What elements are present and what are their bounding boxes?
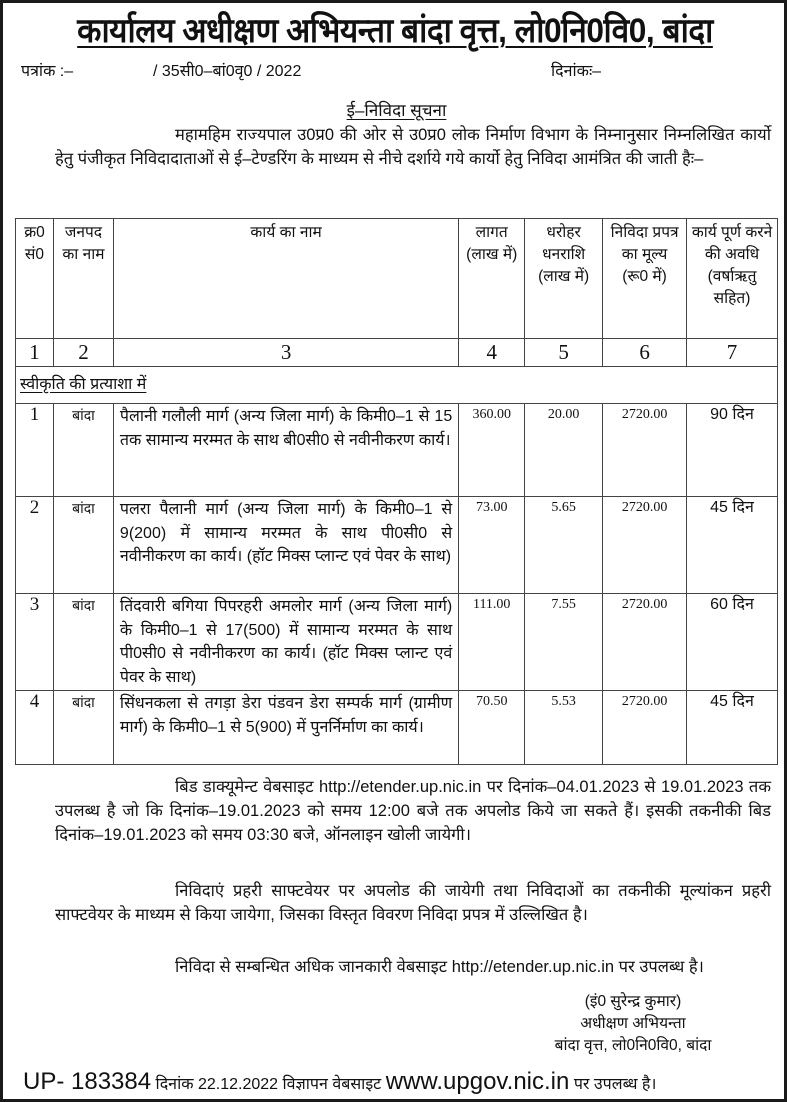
footer-date-label: दिनांक <box>155 1076 194 1093</box>
header-serial-number: क्र0 सं0 <box>16 219 54 339</box>
header-duration: कार्य पूर्ण करने की अवधि (वर्षाऋतु सहित) <box>687 219 778 339</box>
row-form-price: 2720.00 <box>603 594 687 691</box>
signatory-name: (इं0 सुरेन्द्र कुमार) <box>584 993 682 1010</box>
row-district: बांदा <box>53 497 113 594</box>
bid-document-paragraph: बिड डाक्यूमेन्ट वेबसाइट http://etender.up.nic.in पर दिनांक–04.01.2023 से 19.01.2023 तक उपलब्ध है जो कि दिनांक–19.01.2023 को समय 12:00 बजे तक अपलोड किये जा सकते हैं। इसकी तकनीकी बिड दिनांक–19.01.2023 को समय 03:30 बजे, ऑनलाइन खोली जायेगी। <box>55 778 771 844</box>
row-district: बांदा <box>53 594 113 691</box>
date-label: दिनांकः– <box>551 63 602 80</box>
table-row <box>16 497 778 594</box>
row-serial-number: 1 <box>16 404 54 497</box>
column-number: 1 <box>16 339 54 367</box>
row-form-price: 2720.00 <box>603 404 687 497</box>
works-table <box>15 218 778 765</box>
row-work-name: सिंधनकला से तगड़ा डेरा पंडवन डेरा सम्पर्क मार्ग (ग्रामीण मार्ग) के किमी0–1 से 5(900) में पुनर्निर्माण का कार्य। <box>113 691 458 765</box>
header-earnest-money: धरोहर धनराशि (लाख में) <box>525 219 603 339</box>
column-number: 5 <box>525 339 603 367</box>
table-row <box>16 691 778 765</box>
row-cost: 360.00 <box>459 404 525 497</box>
row-earnest-money: 5.65 <box>525 497 603 594</box>
row-serial-number: 2 <box>16 497 54 594</box>
signature-block <box>503 991 763 1057</box>
footer-date: 22.12.2022 <box>197 1076 279 1093</box>
header-district: जनपद का नाम <box>53 219 113 339</box>
footer-website-link[interactable]: www.upgov.nic.in <box>385 1068 570 1095</box>
footer-available-text: पर उपलब्ध है। <box>573 1076 657 1093</box>
row-serial-number: 3 <box>16 594 54 691</box>
office-title: कार्यालय अधीक्षण अभियन्ता बांदा वृत्त, लो0नि0वि0, बांदा <box>77 12 713 50</box>
header-form-price: निविदा प्रपत्र का मूल्य (रू0 में) <box>603 219 687 339</box>
row-duration: 45 दिन <box>687 497 778 594</box>
table-header-row <box>16 219 778 339</box>
header-work-name: कार्य का नाम <box>113 219 458 339</box>
column-number: 6 <box>603 339 687 367</box>
reference-label: पत्रांक :– <box>21 63 74 80</box>
column-number: 3 <box>113 339 458 367</box>
row-cost: 73.00 <box>459 497 525 594</box>
header-cost: लागत (लाख में) <box>459 219 525 339</box>
column-number: 7 <box>687 339 778 367</box>
row-earnest-money: 5.53 <box>525 691 603 765</box>
advertisement-code: UP- 183384 <box>23 1068 152 1095</box>
row-work-name: पैलानी गलौली मार्ग (अन्य जिला मार्ग) के किमी0–1 से 15 तक सामान्य मरम्मत के साथ बी0सी0 से नवीनीकरण कार्य। <box>113 404 458 497</box>
signatory-designation: अधीक्षण अभियन्ता <box>580 1015 686 1032</box>
row-cost: 70.50 <box>459 691 525 765</box>
row-duration: 90 दिन <box>687 404 778 497</box>
column-number: 2 <box>53 339 113 367</box>
row-duration: 45 दिन <box>687 691 778 765</box>
column-number-row <box>16 339 778 367</box>
row-district: बांदा <box>53 691 113 765</box>
row-district: बांदा <box>53 404 113 497</box>
row-earnest-money: 7.55 <box>525 594 603 691</box>
intro-paragraph: महामहिम राज्यपाल उ0प्र0 की ओर से उ0प्र0 लोक निर्माण विभाग के निम्नानुसार निम्नलिखित कार्यो हेतु पंजीकृत निविदादाताओं से ई–टेण्डरिंग के माध्यम से नीचे दर्शाये गये कार्यो हेतु निविदा आमंत्रित की जाती हैः– <box>55 126 771 168</box>
notice-title: ई–निविदा सूचना <box>346 101 447 120</box>
prahari-software-paragraph: निविदाएं प्रहरी साफ्टवेयर पर अपलोड की जायेगी तथा निविदाओं का तकनीकी मूल्यांकन प्रहरी साफ्टवेयर के माध्यम से किया जायेगा, जिसका विस्तृत विवरण निविदा प्रपत्र में उल्लिखित है। <box>55 882 771 924</box>
row-form-price: 2720.00 <box>603 691 687 765</box>
row-earnest-money: 20.00 <box>525 404 603 497</box>
more-info-paragraph: निविदा से सम्बन्धित अधिक जानकारी वेबसाइट http://etender.up.nic.in पर उपलब्ध है। <box>175 958 704 976</box>
footer-ad-text: विज्ञापन वेबसाइट <box>282 1076 382 1093</box>
section-label: स्वीकृति की प्रत्याशा में <box>20 376 147 393</box>
row-serial-number: 4 <box>16 691 54 765</box>
column-number: 4 <box>459 339 525 367</box>
row-cost: 111.00 <box>459 594 525 691</box>
footer-line <box>23 1067 783 1100</box>
signatory-office: बांदा वृत्त, लो0नि0वि0, बांदा <box>554 1037 712 1054</box>
row-work-name: पलरा पैलानी मार्ग (अन्य जिला मार्ग) के किमी0–1 से 9(200) में सामान्य मरम्मत के साथ पी0सी0 से नवीनीकरण का कार्य। (हॉट मिक्स प्लान्ट एवं पेवर के साथ) <box>113 497 458 594</box>
row-duration: 60 दिन <box>687 594 778 691</box>
row-work-name: तिंदवारी बगिया पिपरहरी अमलोर मार्ग (अन्य जिला मार्ग) के किमी0–1 से 17(500) में सामान्य मरम्मत के साथ पी0सी0 से नवीनीकरण का कार्य। (हॉट मिक्स प्लान्ट एवं पेवर के साथ) <box>113 594 458 691</box>
table-row <box>16 594 778 691</box>
reference-number: / 35सी0–बां0वृ0 / 2022 <box>153 63 302 80</box>
section-row <box>16 367 778 404</box>
table-row <box>16 404 778 497</box>
row-form-price: 2720.00 <box>603 497 687 594</box>
